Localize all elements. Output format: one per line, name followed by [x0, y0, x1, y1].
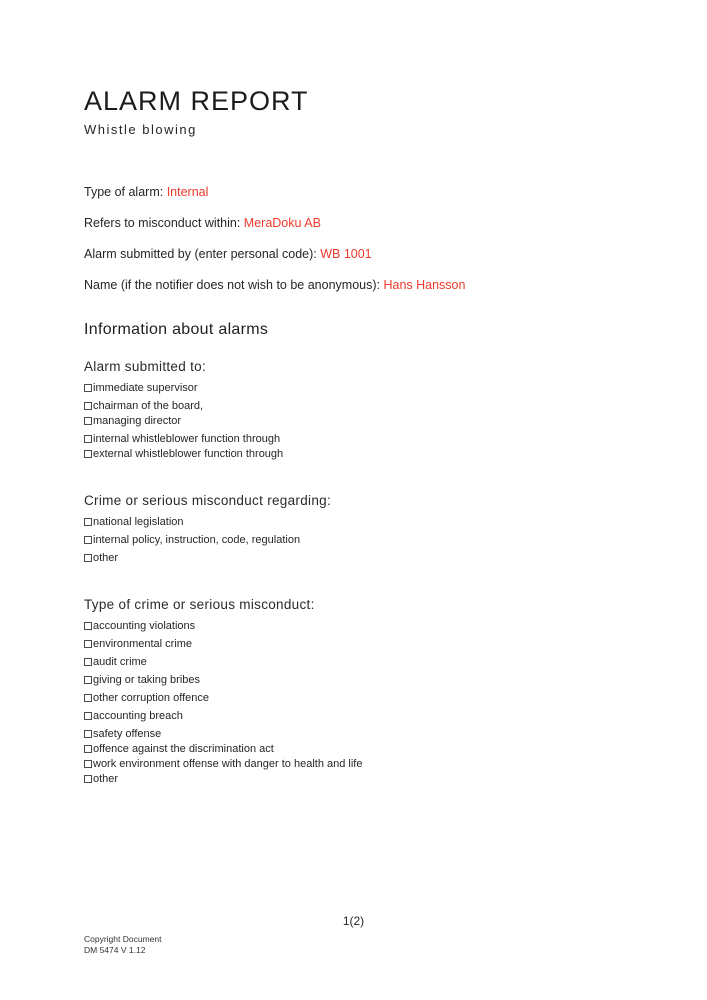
- checkbox-item[interactable]: [84, 619, 644, 634]
- checkbox-item[interactable]: [84, 691, 644, 706]
- checkbox-icon[interactable]: [84, 745, 92, 753]
- checkbox-label: offence against the discrimination act: [93, 743, 274, 755]
- checkbox-item[interactable]: [84, 673, 644, 688]
- checkbox-label: chairman of the board,: [93, 400, 204, 412]
- group-heading: Type of crime or serious misconduct:: [84, 597, 315, 612]
- checkbox-item[interactable]: [84, 727, 644, 742]
- checkbox-label: accounting breach: [93, 710, 183, 722]
- checkbox-icon[interactable]: [84, 536, 92, 544]
- checkbox-label: work environment offense with danger to health and life: [93, 758, 363, 770]
- checkbox-item[interactable]: [84, 637, 644, 652]
- field-value: MeraDoku AB: [243, 216, 321, 230]
- checkbox-label: giving or taking bribes: [93, 674, 201, 686]
- checkbox-label: external whistleblower function through: [93, 448, 284, 460]
- checkbox-icon[interactable]: [84, 435, 92, 443]
- field-value: Internal: [166, 185, 209, 199]
- page-number: 1(2): [342, 914, 365, 928]
- group-alarm-submitted-to: [84, 358, 644, 462]
- checkbox-icon[interactable]: [84, 417, 92, 425]
- checkbox-label: internal policy, instruction, code, regulation: [93, 534, 301, 546]
- checkbox-item[interactable]: [84, 414, 644, 429]
- checkbox-label: national legislation: [93, 516, 184, 528]
- field-misconduct-within: [84, 215, 644, 231]
- field-value: Hans Hansson: [383, 278, 466, 292]
- field-label: Name (if the notifier does not wish to be anonymous):: [84, 278, 384, 292]
- checkbox-label: managing director: [93, 415, 182, 427]
- checkbox-label: other: [93, 773, 119, 785]
- checkbox-icon[interactable]: [84, 760, 92, 768]
- checkbox-icon[interactable]: [84, 730, 92, 738]
- checkbox-item[interactable]: [84, 432, 644, 447]
- checkbox-icon[interactable]: [84, 676, 92, 684]
- field-label: Type of alarm:: [84, 185, 167, 199]
- group-type-of-crime: [84, 596, 644, 787]
- checkbox-item[interactable]: [84, 381, 644, 396]
- checkbox-icon[interactable]: [84, 640, 92, 648]
- document-content: [84, 86, 644, 787]
- checkbox-label: accounting violations: [93, 620, 196, 632]
- field-submitted-by: [84, 246, 644, 262]
- checkbox-icon[interactable]: [84, 712, 92, 720]
- checkbox-label: immediate supervisor: [93, 382, 198, 394]
- checkbox-label: other corruption offence: [93, 692, 209, 704]
- checkbox-item[interactable]: [84, 742, 644, 757]
- page-subtitle: Whistle blowing: [84, 122, 197, 137]
- field-type-of-alarm: [84, 184, 644, 200]
- checkbox-item[interactable]: [84, 772, 644, 787]
- checkbox-icon[interactable]: [84, 402, 92, 410]
- group-crime-regarding: [84, 492, 644, 566]
- field-value: WB 1001: [320, 247, 372, 261]
- checkbox-label: environmental crime: [93, 638, 193, 650]
- checkbox-item[interactable]: [84, 515, 644, 530]
- checkbox-label: safety offense: [93, 728, 162, 740]
- checkbox-item[interactable]: [84, 709, 644, 724]
- section-heading-information-about-alarms: Information about alarms: [84, 321, 269, 338]
- checkbox-icon[interactable]: [84, 384, 92, 392]
- checkbox-item[interactable]: [84, 655, 644, 670]
- checkbox-item[interactable]: [84, 399, 644, 414]
- checkbox-icon[interactable]: [84, 450, 92, 458]
- checkbox-label: other: [93, 552, 119, 564]
- checkbox-icon[interactable]: [84, 554, 92, 562]
- footer-doc-id: DM 5474 V 1.12: [84, 945, 146, 955]
- checkbox-item[interactable]: [84, 533, 644, 548]
- form-fields: [84, 184, 644, 293]
- document-footer: [84, 934, 161, 956]
- page-title: ALARM REPORT: [84, 86, 309, 116]
- footer-copyright: Copyright Document: [84, 934, 162, 944]
- checkbox-label: audit crime: [93, 656, 147, 668]
- checkbox-icon[interactable]: [84, 694, 92, 702]
- checkbox-item[interactable]: [84, 551, 644, 566]
- checkbox-icon[interactable]: [84, 775, 92, 783]
- checkbox-icon[interactable]: [84, 658, 92, 666]
- checkbox-item[interactable]: [84, 447, 644, 462]
- checkbox-icon[interactable]: [84, 622, 92, 630]
- checkbox-label: internal whistleblower function through: [93, 433, 281, 445]
- checkbox-icon[interactable]: [84, 518, 92, 526]
- field-label: Alarm submitted by (enter personal code):: [84, 247, 321, 261]
- field-label: Refers to misconduct within:: [84, 216, 244, 230]
- field-notifier-name: [84, 277, 644, 293]
- checkbox-item[interactable]: [84, 757, 644, 772]
- group-heading: Crime or serious misconduct regarding:: [84, 493, 331, 508]
- group-heading: Alarm submitted to:: [84, 359, 206, 374]
